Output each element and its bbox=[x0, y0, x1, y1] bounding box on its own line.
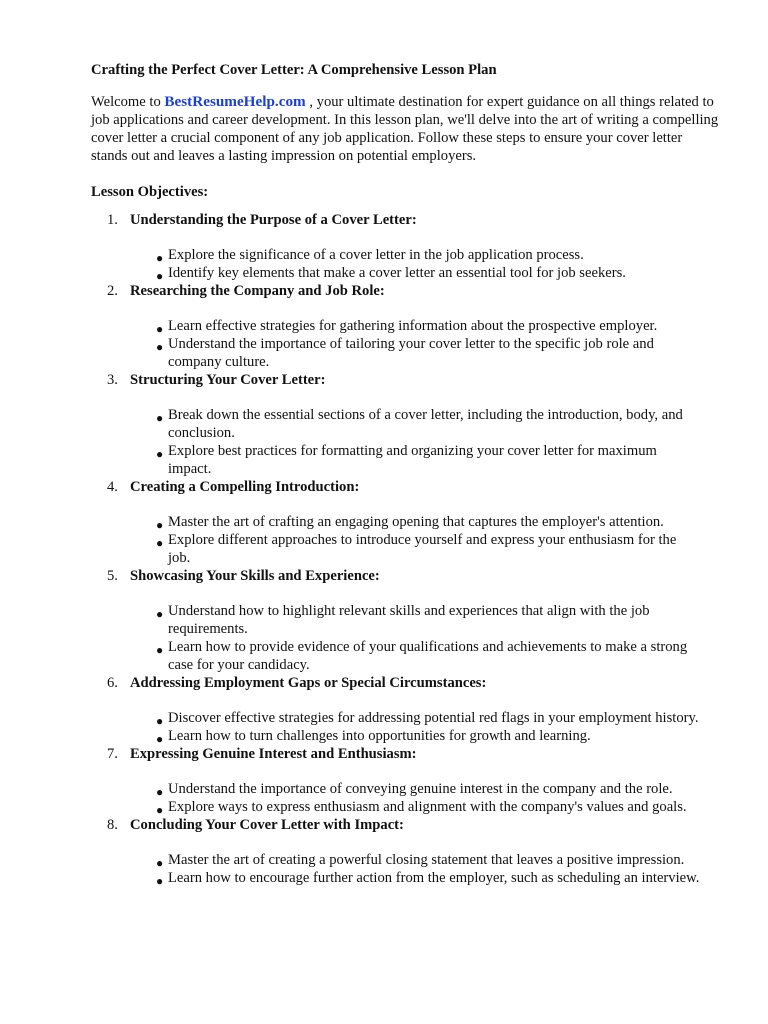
objective-point-text: Understand how to highlight relevant skills and experiences that align with the job requirements. bbox=[168, 603, 650, 637]
objective-title: Concluding Your Cover Letter with Impact: bbox=[130, 817, 404, 833]
objective-point-text: Discover effective strategies for addressing potential red flags in your employment history. bbox=[168, 710, 699, 726]
bullet-icon: ● bbox=[156, 518, 164, 532]
objective-title: Showcasing Your Skills and Experience: bbox=[130, 568, 380, 584]
objective-number: 3. bbox=[107, 372, 118, 388]
objective-point bbox=[156, 869, 700, 888]
objectives-heading: Lesson Objectives: bbox=[91, 184, 209, 200]
objective-number: 6. bbox=[107, 675, 118, 691]
document-title: Crafting the Perfect Cover Letter: A Comprehensive Lesson Plan bbox=[91, 62, 497, 78]
objective-title: Structuring Your Cover Letter: bbox=[130, 372, 326, 388]
bullet-icon: ● bbox=[156, 340, 164, 354]
objective-item bbox=[91, 211, 721, 282]
objective-item bbox=[91, 567, 721, 674]
objective-number: 8. bbox=[107, 817, 118, 833]
objective-points bbox=[130, 780, 700, 816]
objective-number: 7. bbox=[107, 746, 118, 762]
objective-number: 4. bbox=[107, 479, 118, 495]
objective-points bbox=[130, 709, 700, 745]
objective-point-text: Explore the significance of a cover letter in the job application process. bbox=[168, 247, 584, 263]
bullet-icon: ● bbox=[156, 785, 164, 799]
objective-point bbox=[156, 264, 700, 283]
bullet-icon: ● bbox=[156, 269, 164, 283]
objective-point-text: Master the art of crafting an engaging opening that captures the employer's attention. bbox=[168, 514, 664, 530]
bullet-icon: ● bbox=[156, 803, 164, 817]
objective-point-text: Understand the importance of conveying genuine interest in the company and the role. bbox=[168, 781, 673, 797]
objective-point-text: Break down the essential sections of a cover letter, including the introduction, body, and conclusion. bbox=[168, 407, 683, 441]
bullet-icon: ● bbox=[156, 874, 164, 888]
objective-number: 1. bbox=[107, 212, 118, 228]
objectives-list bbox=[91, 211, 721, 887]
objective-point-text: Learn effective strategies for gathering information about the prospective employer. bbox=[168, 318, 658, 334]
objective-points bbox=[130, 406, 700, 478]
objective-point-text: Explore ways to express enthusiasm and alignment with the company's values and goals. bbox=[168, 799, 687, 815]
objective-point bbox=[156, 442, 700, 478]
objective-point bbox=[156, 727, 700, 746]
objective-title: Understanding the Purpose of a Cover Letter: bbox=[130, 212, 417, 228]
objective-item bbox=[91, 674, 721, 745]
objective-point bbox=[156, 335, 700, 371]
objective-point-text: Identify key elements that make a cover letter an essential tool for job seekers. bbox=[168, 265, 626, 281]
bullet-icon: ● bbox=[156, 643, 164, 657]
bullet-icon: ● bbox=[156, 322, 164, 336]
objective-point bbox=[156, 780, 700, 799]
objective-title: Creating a Compelling Introduction: bbox=[130, 479, 360, 495]
objective-title: Expressing Genuine Interest and Enthusiasm: bbox=[130, 746, 417, 762]
objective-point-text: Master the art of creating a powerful closing statement that leaves a positive impression. bbox=[168, 852, 685, 868]
document-page bbox=[91, 61, 721, 887]
objective-item bbox=[91, 371, 721, 478]
objective-item bbox=[91, 478, 721, 567]
objective-point bbox=[156, 406, 700, 442]
objective-point bbox=[156, 246, 700, 265]
objective-point-text: Learn how to encourage further action from the employer, such as scheduling an interview. bbox=[168, 870, 700, 886]
objective-number: 5. bbox=[107, 568, 118, 584]
objective-item bbox=[91, 282, 721, 371]
objective-points bbox=[130, 851, 700, 887]
objective-point-text: Understand the importance of tailoring your cover letter to the specific job role and company culture. bbox=[168, 336, 654, 370]
bullet-icon: ● bbox=[156, 856, 164, 870]
objective-point bbox=[156, 602, 700, 638]
objective-point bbox=[156, 317, 700, 336]
objective-point-text: Explore best practices for formatting and organizing your cover letter for maximum impact. bbox=[168, 443, 657, 477]
intro-text-start: Welcome to bbox=[91, 94, 165, 110]
bullet-icon: ● bbox=[156, 732, 164, 746]
bullet-icon: ● bbox=[156, 607, 164, 621]
objective-number: 2. bbox=[107, 283, 118, 299]
objective-point bbox=[156, 513, 700, 532]
bullet-icon: ● bbox=[156, 714, 164, 728]
objective-points bbox=[130, 317, 700, 371]
objective-point bbox=[156, 531, 700, 567]
objective-point-text: Learn how to turn challenges into opportunities for growth and learning. bbox=[168, 728, 591, 744]
bullet-icon: ● bbox=[156, 536, 164, 550]
objective-title: Addressing Employment Gaps or Special Circumstances: bbox=[130, 675, 487, 691]
site-link[interactable]: BestResumeHelp.com bbox=[164, 93, 306, 110]
objective-point-text: Learn how to provide evidence of your qualifications and achievements to make a strong case for your candidacy. bbox=[168, 639, 688, 673]
objective-point bbox=[156, 638, 700, 674]
objective-point bbox=[156, 709, 700, 728]
objective-point bbox=[156, 851, 700, 870]
intro-text-end: , your ultimate destination for expert guidance on all things related to job applications and career development. In this lesson plan, we'll delve into the art of writing a compelling cover letter a crucial component of any job application. Follow these steps to ensure your cover letter stands out and leaves a lasting impression on potential employers. bbox=[91, 94, 719, 164]
objective-point-text: Explore different approaches to introduce yourself and express your enthusiasm for the job. bbox=[168, 532, 677, 566]
objective-points bbox=[130, 513, 700, 567]
objective-point bbox=[156, 798, 700, 817]
bullet-icon: ● bbox=[156, 411, 164, 425]
objective-item bbox=[91, 745, 721, 816]
objective-title: Researching the Company and Job Role: bbox=[130, 283, 385, 299]
objective-item bbox=[91, 816, 721, 887]
objective-points bbox=[130, 602, 700, 674]
bullet-icon: ● bbox=[156, 251, 164, 265]
intro-paragraph bbox=[91, 93, 719, 165]
bullet-icon: ● bbox=[156, 447, 164, 461]
objective-points bbox=[130, 246, 700, 282]
